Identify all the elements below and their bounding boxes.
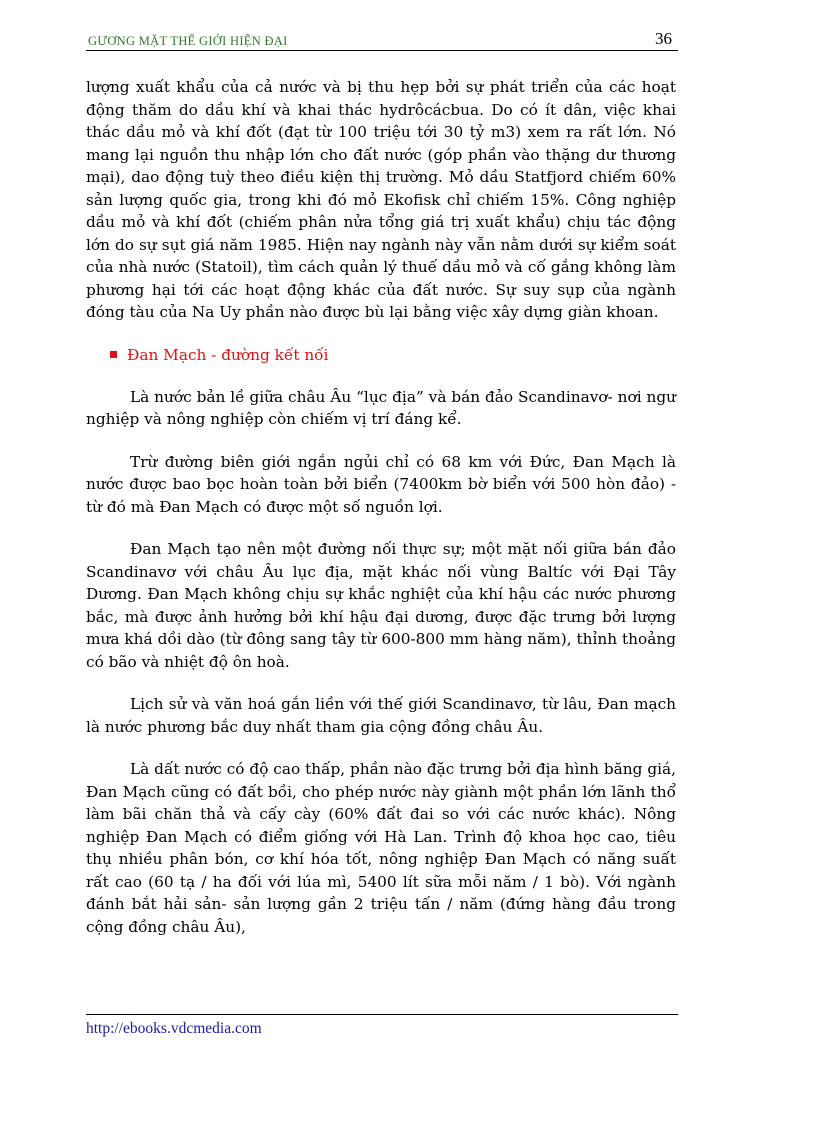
body-paragraph: Là nước bản lề giữa châu Âu “lục địa” và bán đảo Scandinavơ- nơi ngư nghiệp và nông nghiệp còn chiếm vị trí đáng kể. bbox=[86, 387, 676, 428]
page-content bbox=[86, 76, 676, 958]
section-heading bbox=[86, 344, 676, 366]
section-heading-text: Đan Mạch - đường kết nối bbox=[127, 345, 329, 364]
body-paragraph: Đan Mạch tạo nên một đường nối thực sự; một mặt nối giữa bán đảo Scandinavơ với châu Âu lục địa, mặt khác nối vùng Baltíc với Đại Tây Dương. Đan Mạch không chịu sự khắc nghiệt của khí hậu các nước phương bắc, mà được ảnh hưởng bởi khí hậu đại dương, được đặc trưng bởi lượng mưa khá dồi dào (từ đông sang tây từ 600-800 mm hàng năm), thỉnh thoảng có bão và nhiệt độ ôn hoà. bbox=[86, 540, 676, 671]
body-paragraph: lượng xuất khẩu của cả nước và bị thu hẹp bởi sự phát triển của các hoạt động thăm do dầu khí và khai thác hydrôcácbua. Do có ít dân, việc khai thác dầu mỏ và khí đốt (đạt từ 100 triệu tới 30 tỷ m3) xem ra rất lớn. Nó mang lại nguồn thu nhập lớn cho đất nước (góp phần vào thặng dư thương mại), dao động tuỳ theo điều kiện thị trường. Mỏ dầu Statfjord chiếm 60% sản lượng quốc gia, trong khi đó mỏ Ekofisk chỉ chiếm 15%. Công nghiệp dầu mỏ và khí đốt (chiếm phân nửa tổng giá trị xuất khẩu) chịu tác động lớn do sự sụt giá năm 1985. Hiện nay ngành này vẫn nằm dưới sự kiểm soát của nhà nước (Statoil), tìm cách quản lý thuế dầu mỏ và cố gắng không làm phương hại tới các hoạt động khác của đất nước. Sự suy sụp của ngành đóng tàu của Na Uy phần nào được bù lại bằng việc xây dựng giàn khoan. bbox=[86, 78, 676, 321]
page-header bbox=[86, 28, 678, 51]
body-paragraph: Lịch sử và văn hoá gắn liền với thế giới Scandinavơ, từ lâu, Đan mạch là nước phương bắc duy nhất tham gia cộng đồng châu Âu. bbox=[86, 695, 676, 736]
body-paragraph: Là dất nước có độ cao thấp, phần nào đặc trưng bởi địa hình băng giá, Đan Mạch cũng có đất bồi, cho phép nước này giành một phần lớn lãnh thổ làm bãi chăn thả và cấy cày (60% đất đai so với các nước khác). Nông nghiệp Đan Mạch có điểm giống với Hà Lan. Trình độ khoa học cao, tiêu thụ nhiều phân bón, cơ khí hóa tốt, nông nghiệp Đan Mạch có năng suất rất cao (60 tạ / ha đối với lúa mì, 5400 lít sữa mỗi năm / 1 bò). Với ngành đánh bắt hải sản- sản lượng gần 2 triệu tấn / năm (đứng hàng đầu trong cộng đồng châu Âu), bbox=[86, 760, 676, 936]
footer-link[interactable]: http://ebooks.vdcmedia.com bbox=[86, 1020, 262, 1037]
page-number: 36 bbox=[655, 29, 672, 48]
body-paragraph: Trừ đường biên giới ngắn ngủi chỉ có 68 km với Đức, Đan Mạch là nước được bao bọc hoàn toàn bởi biển (7400km bờ biển với 500 hòn đảo) - từ đó mà Đan Mạch có được một số nguồn lợi. bbox=[86, 452, 676, 516]
page-footer bbox=[86, 1014, 678, 1038]
square-bullet-icon bbox=[110, 351, 117, 358]
book-title: GƯƠNG MẶT THẾ GIỚI HIỆN ĐẠI bbox=[88, 34, 288, 48]
